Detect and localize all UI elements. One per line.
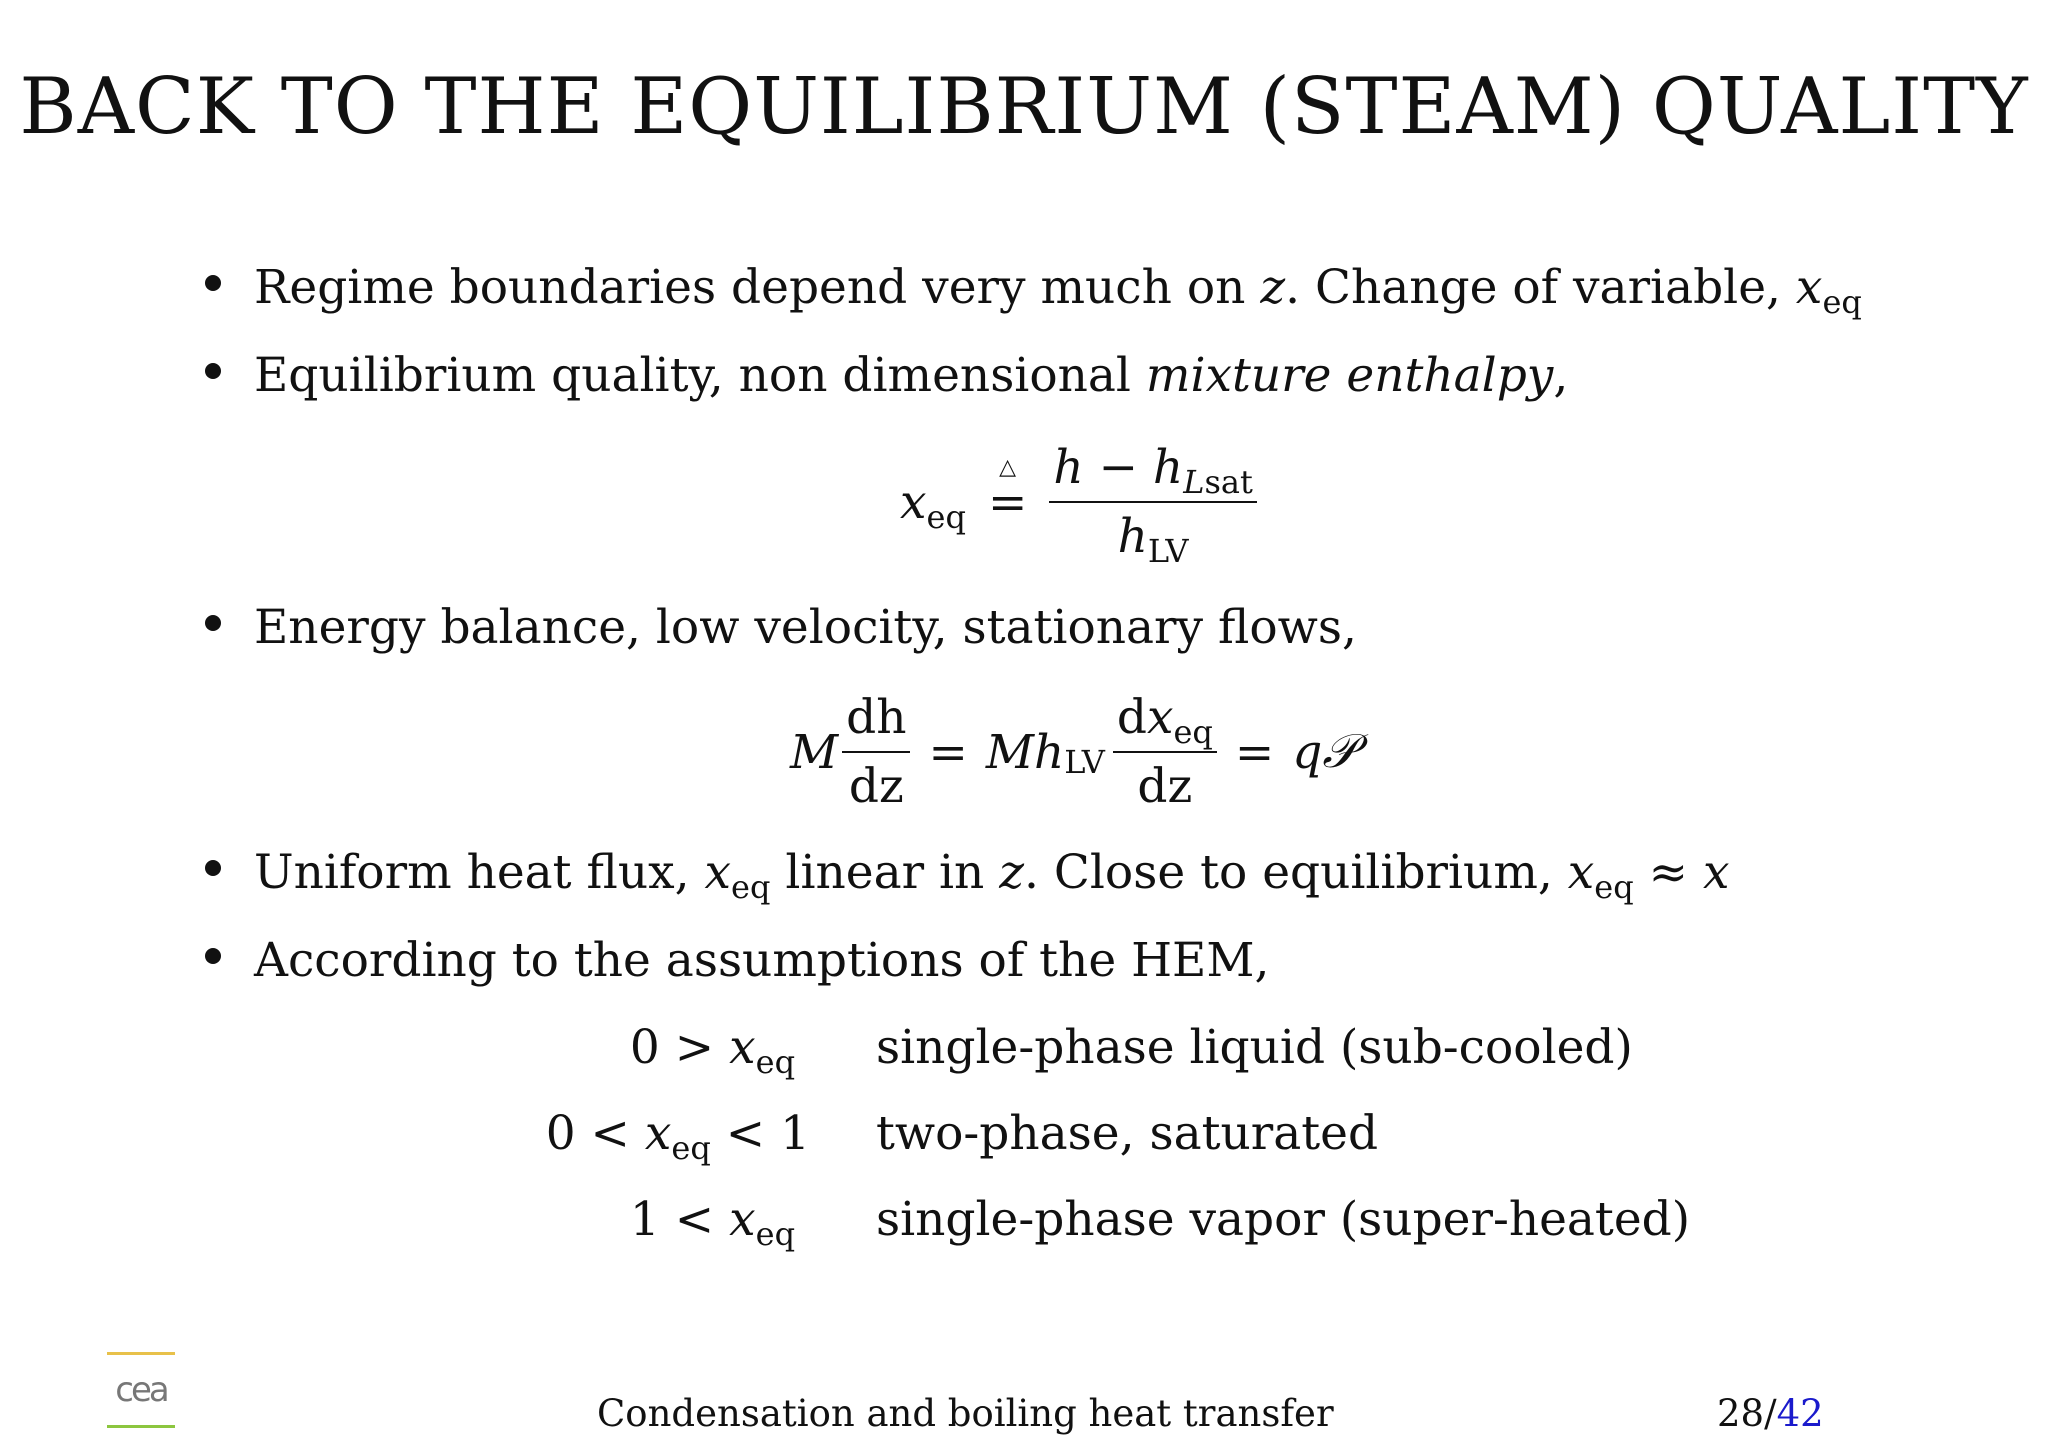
logo-wordmark: cea xyxy=(115,1370,167,1410)
eq2-equals-1: = xyxy=(928,724,968,780)
logo-top-bar xyxy=(107,1352,175,1355)
logo-bottom-bar xyxy=(107,1425,175,1428)
eq2-M2: M xyxy=(985,724,1034,780)
bullet-text: Energy balance, low velocity, stationary flows, xyxy=(254,600,1357,655)
eq2-frac-dx-dz: $\frac{dx_{eq}}{dz}$ xyxy=(1113,690,1217,814)
eq1-fraction xyxy=(1049,440,1256,570)
case-row xyxy=(530,1020,1690,1106)
bullet-dot xyxy=(205,615,221,631)
eq2-P: 𝒫 xyxy=(1322,724,1357,779)
case-condition: $1 < x_{eq}$ xyxy=(629,1192,796,1253)
emphasis-mixture-enthalpy: mixture enthalpy xyxy=(1145,348,1554,403)
bullet-text: Equilibrium quality, non dimensional xyxy=(254,348,1131,403)
var-z: z xyxy=(1260,260,1286,315)
case-row xyxy=(530,1106,1690,1192)
hem-cases-table xyxy=(530,1020,1690,1278)
bullet-text-2: . Change of variable, xyxy=(1285,260,1781,315)
cea-logo xyxy=(107,1352,175,1428)
case-row xyxy=(530,1192,1690,1278)
eq1-denominator: $h_{LV}$ xyxy=(1117,509,1189,570)
page-current: 28 xyxy=(1717,1392,1765,1435)
equation-energy-balance xyxy=(790,690,1356,814)
bullet-energy-balance xyxy=(205,600,1357,655)
eq1-x: x xyxy=(900,474,927,530)
eq1-x-sub: eq xyxy=(926,497,966,536)
var-x: x xyxy=(1795,260,1823,315)
eq2-q: q xyxy=(1292,724,1323,780)
bullet-hem-assumptions: According to the assumptions of the HEM, xyxy=(205,933,1269,988)
eq2-frac-dh-dz: $\frac{dh}{dz}$ xyxy=(842,690,910,814)
bullet-comma: , xyxy=(1553,348,1569,403)
case-description: two-phase, saturated xyxy=(876,1106,1379,1161)
bullet-dot xyxy=(205,363,221,379)
defeq-symbol: △ = xyxy=(987,454,1028,530)
bullet-dot xyxy=(205,948,221,964)
eq2-equals-2: = xyxy=(1234,724,1275,780)
eq1-numerator: $h - h_{Lsat}$ xyxy=(1049,440,1256,503)
case-description: single-phase liquid (sub-cooled) xyxy=(876,1020,1633,1075)
bullet-text: Regime boundaries depend very much on xyxy=(254,260,1246,315)
defeq-triangle: △ xyxy=(999,454,1017,480)
page-separator: / xyxy=(1764,1392,1777,1435)
footer-title: Condensation and boiling heat transfer xyxy=(597,1392,1334,1435)
page-number xyxy=(1717,1392,1824,1435)
subscript-eq: eq xyxy=(1822,283,1862,321)
page-total-link[interactable]: 42 xyxy=(1776,1392,1824,1435)
eq2-h: h xyxy=(1034,724,1065,780)
bullet-dot xyxy=(205,860,221,876)
eq2-h-sub: LV xyxy=(1064,743,1105,781)
bullet-dot xyxy=(205,275,221,291)
bullet-equilibrium-quality xyxy=(205,348,1568,403)
bullet-regime-boundaries xyxy=(205,260,1862,321)
slide-title: BACK TO THE EQUILIBRIUM (STEAM) QUALITY xyxy=(19,62,2029,152)
bullet-uniform-heat-flux: Uniform heat flux, x eq linear in z . Close to equilibrium, x eq ≈ x xyxy=(205,845,1730,900)
case-description: single-phase vapor (super-heated) xyxy=(876,1192,1691,1247)
case-condition: $0 > x_{eq}$ xyxy=(629,1020,796,1081)
equation-equilibrium-quality xyxy=(900,440,1257,570)
eq2-M: M xyxy=(790,724,839,780)
case-condition: $0 < x_{eq} < 1$ xyxy=(545,1106,810,1167)
